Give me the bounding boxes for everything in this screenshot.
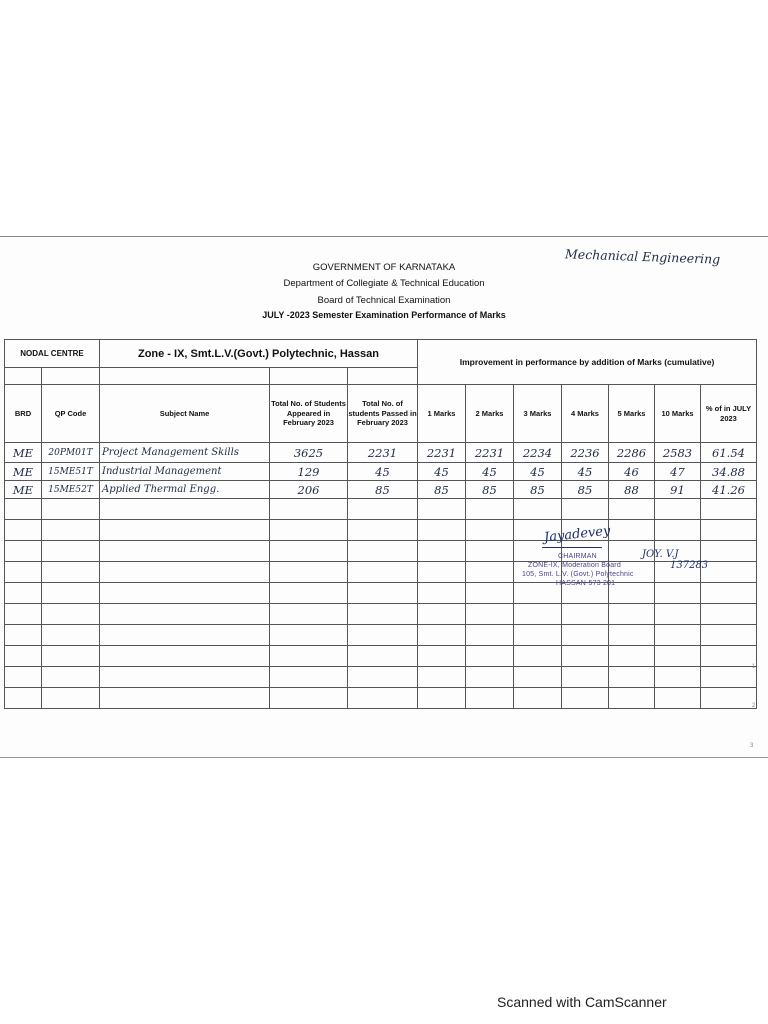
cell-passed: 45 — [348, 463, 418, 481]
seal-line: CHAIRMAN — [558, 553, 597, 560]
header-department: Department of Collegiate & Technical Education — [283, 278, 485, 289]
cell-4-marks: 2236 — [562, 443, 609, 463]
cell-brd: ME — [5, 443, 42, 463]
cell-brd: ME — [5, 481, 42, 499]
cell-1-marks: 2231 — [418, 443, 466, 463]
column-header: Total No. of Students Appeared in February 2023 — [270, 385, 348, 443]
header-government: GOVERNMENT OF KARNATAKA — [312, 262, 456, 273]
cell-2-marks: 2231 — [466, 443, 514, 463]
signatory-name: JOY. V.J — [642, 549, 679, 560]
column-header: Subject Name — [100, 385, 270, 443]
cell-3-marks: 85 — [514, 481, 562, 499]
cell-appeared: 3625 — [270, 443, 348, 463]
page-mark: 3 — [750, 743, 754, 749]
cell-percent: 61.54 — [701, 443, 757, 463]
seal-line: HASSAN-573 201 — [556, 580, 616, 587]
cell-brd: ME — [5, 463, 42, 481]
cell-qp-code: 20PM01T — [42, 443, 100, 463]
cell-qp-code: 15ME51T — [42, 463, 100, 481]
signature-stamp — [518, 523, 748, 607]
cell-passed: 85 — [348, 481, 418, 499]
cell-percent: 34.88 — [701, 463, 757, 481]
scanner-watermark: Scanned with CamScanner — [497, 994, 667, 1010]
column-header-row — [5, 385, 757, 443]
nodal-centre-label: NODAL CENTRE — [5, 340, 100, 368]
cell-2-marks: 85 — [466, 481, 514, 499]
column-header: QP Code — [42, 385, 100, 443]
improvement-heading: Improvement in performance by addition of Marks (cumulative) — [418, 340, 757, 385]
column-header: % of in JULY 2023 — [701, 385, 757, 443]
cell-10-marks: 2583 — [655, 443, 701, 463]
signature: Jayadevey — [543, 523, 612, 546]
column-header: Total No. of students Passed in February 2023 — [348, 385, 418, 443]
empty-row — [5, 499, 757, 520]
cell-10-marks: 91 — [655, 481, 701, 499]
cell-subject: Industrial Management — [100, 463, 270, 481]
cell-5-marks: 88 — [609, 481, 655, 499]
cell-4-marks: 85 — [562, 481, 609, 499]
seal-line: ZONE-IX, Moderation Board — [528, 562, 621, 569]
scanned-sheet — [0, 236, 768, 758]
header-board: Board of Technical Examination — [317, 295, 451, 306]
cell-1-marks: 45 — [418, 463, 466, 481]
signature-underline — [542, 547, 602, 548]
header-exam-title: JULY -2023 Semester Examination Performance of Marks — [262, 310, 506, 320]
cell-1-marks: 85 — [418, 481, 466, 499]
empty-row — [5, 646, 757, 667]
cell-appeared: 129 — [270, 463, 348, 481]
cell-3-marks: 2234 — [514, 443, 562, 463]
zone-name: Zone - IX, Smt.L.V.(Govt.) Polytechnic, Hassan — [100, 340, 418, 368]
cell-appeared: 206 — [270, 481, 348, 499]
empty-row — [5, 667, 757, 688]
cell-passed: 2231 — [348, 443, 418, 463]
table-row — [5, 443, 757, 463]
column-header: 3 Marks — [514, 385, 562, 443]
cell-qp-code: 15ME52T — [42, 481, 100, 499]
cell-10-marks: 47 — [655, 463, 701, 481]
handwritten-department-note: Mechanical Engineering — [564, 246, 721, 267]
column-header: 4 Marks — [562, 385, 609, 443]
column-header: 10 Marks — [655, 385, 701, 443]
cell-subject: Project Management Skills — [100, 443, 270, 463]
table-row — [5, 481, 757, 499]
column-header: 2 Marks — [466, 385, 514, 443]
seal-line: 105, Smt. L.V. (Govt.) Polytechnic — [522, 571, 634, 578]
cell-3-marks: 45 — [514, 463, 562, 481]
column-header: 1 Marks — [418, 385, 466, 443]
table-row — [5, 463, 757, 481]
cell-4-marks: 45 — [562, 463, 609, 481]
empty-row — [5, 688, 757, 709]
cell-subject: Applied Thermal Engg. — [100, 481, 270, 499]
cell-5-marks: 46 — [609, 463, 655, 481]
empty-row — [5, 625, 757, 646]
table-top-row — [5, 340, 757, 368]
signatory-id: 137283 — [670, 560, 709, 571]
page-mark: 1 — [752, 664, 756, 670]
cell-2-marks: 45 — [466, 463, 514, 481]
column-header: BRD — [5, 385, 42, 443]
performance-table — [4, 339, 757, 709]
cell-5-marks: 2286 — [609, 443, 655, 463]
cell-percent: 41.26 — [701, 481, 757, 499]
page-mark: 2 — [752, 703, 756, 709]
column-header: 5 Marks — [609, 385, 655, 443]
